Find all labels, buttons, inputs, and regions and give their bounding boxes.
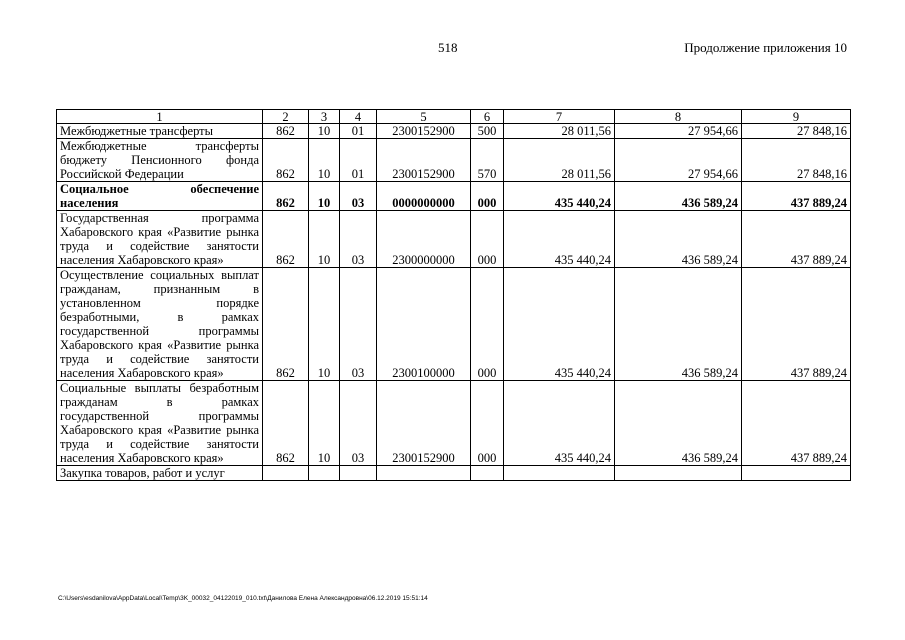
cell-subsection: 01: [340, 139, 377, 182]
cell-subsection: 01: [340, 124, 377, 139]
cell-amount-2: [615, 466, 742, 481]
column-header: 2: [263, 110, 309, 124]
file-path-footer: C:\Users\esdanilova\AppData\Local\Temp\3K_00032_04122019_010.txt\Данилова Елена Александровна\06.12.2019 15:51:14: [58, 595, 428, 602]
row-name: Межбюджетные трансферты бюджету Пенсионного фонда Российской Федерации: [57, 139, 263, 182]
cell-section: 10: [309, 268, 340, 381]
table-row: [57, 466, 851, 481]
cell-amount-3: 437 889,24: [742, 211, 851, 268]
cell-amount-1: [504, 466, 615, 481]
cell-amount-1: 28 011,56: [504, 139, 615, 182]
cell-amount-1: 435 440,24: [504, 268, 615, 381]
cell-type: 000: [471, 268, 504, 381]
table-row: [57, 268, 851, 381]
page-number: 518: [438, 40, 458, 55]
cell-section: 10: [309, 211, 340, 268]
cell-target: 2300000000: [377, 211, 471, 268]
cell-section: 10: [309, 182, 340, 211]
row-name: Закупка товаров, работ и услуг: [57, 466, 263, 481]
row-name: Социальные выплаты безработным гражданам в рамках государственной программы Хабаровского края «Развитие рынка труда и содействие занятости населения Хабаровского края»: [57, 381, 263, 466]
column-header: 6: [471, 110, 504, 124]
column-header: 1: [57, 110, 263, 124]
cell-subsection: 03: [340, 381, 377, 466]
table-header-row: [57, 110, 851, 124]
continuation-title: Продолжение приложения 10: [684, 40, 847, 55]
cell-grbs: 862: [263, 139, 309, 182]
table-row: [57, 182, 851, 211]
cell-subsection: 03: [340, 182, 377, 211]
cell-grbs: 862: [263, 381, 309, 466]
cell-amount-2: 436 589,24: [615, 381, 742, 466]
cell-type: 570: [471, 139, 504, 182]
cell-type: 000: [471, 381, 504, 466]
cell-subsection: [340, 466, 377, 481]
cell-amount-2: 436 589,24: [615, 211, 742, 268]
cell-target: 2300152900: [377, 139, 471, 182]
cell-type: 000: [471, 211, 504, 268]
cell-grbs: 862: [263, 268, 309, 381]
column-header: 9: [742, 110, 851, 124]
budget-table: [56, 109, 851, 481]
cell-subsection: 03: [340, 211, 377, 268]
row-name: Государственная программа Хабаровского края «Развитие рынка труда и содействие занятости населения Хабаровского края»: [57, 211, 263, 268]
cell-target: [377, 466, 471, 481]
cell-target: 2300152900: [377, 381, 471, 466]
cell-amount-3: [742, 466, 851, 481]
row-name: Межбюджетные трансферты: [57, 124, 263, 139]
cell-section: 10: [309, 381, 340, 466]
column-header: 8: [615, 110, 742, 124]
cell-amount-1: 435 440,24: [504, 182, 615, 211]
cell-type: 000: [471, 182, 504, 211]
cell-amount-3: 437 889,24: [742, 381, 851, 466]
cell-amount-3: 437 889,24: [742, 182, 851, 211]
cell-amount-2: 27 954,66: [615, 139, 742, 182]
cell-subsection: 03: [340, 268, 377, 381]
cell-amount-3: 27 848,16: [742, 139, 851, 182]
cell-grbs: 862: [263, 182, 309, 211]
cell-target: 0000000000: [377, 182, 471, 211]
cell-amount-3: 27 848,16: [742, 124, 851, 139]
table-row: [57, 139, 851, 182]
table-row: [57, 124, 851, 139]
cell-grbs: 862: [263, 124, 309, 139]
cell-section: 10: [309, 124, 340, 139]
cell-amount-2: 436 589,24: [615, 268, 742, 381]
cell-target: 2300100000: [377, 268, 471, 381]
cell-grbs: [263, 466, 309, 481]
cell-section: 10: [309, 139, 340, 182]
cell-amount-1: 435 440,24: [504, 211, 615, 268]
cell-amount-2: 27 954,66: [615, 124, 742, 139]
table-row: [57, 211, 851, 268]
cell-section: [309, 466, 340, 481]
table-row: [57, 381, 851, 466]
row-name: Социальное обеспечение населения: [57, 182, 263, 211]
column-header: 4: [340, 110, 377, 124]
cell-type: [471, 466, 504, 481]
column-header: 5: [377, 110, 471, 124]
column-header: 7: [504, 110, 615, 124]
column-header: 3: [309, 110, 340, 124]
row-name: Осуществление социальных выплат гражданам, признанным в установленном порядке безработными, в рамках государственной программы Хабаровского края «Развитие рынка труда и содействие занятости населения Хабаровского края»: [57, 268, 263, 381]
cell-amount-3: 437 889,24: [742, 268, 851, 381]
cell-amount-2: 436 589,24: [615, 182, 742, 211]
cell-amount-1: 435 440,24: [504, 381, 615, 466]
cell-grbs: 862: [263, 211, 309, 268]
cell-target: 2300152900: [377, 124, 471, 139]
cell-amount-1: 28 011,56: [504, 124, 615, 139]
cell-type: 500: [471, 124, 504, 139]
